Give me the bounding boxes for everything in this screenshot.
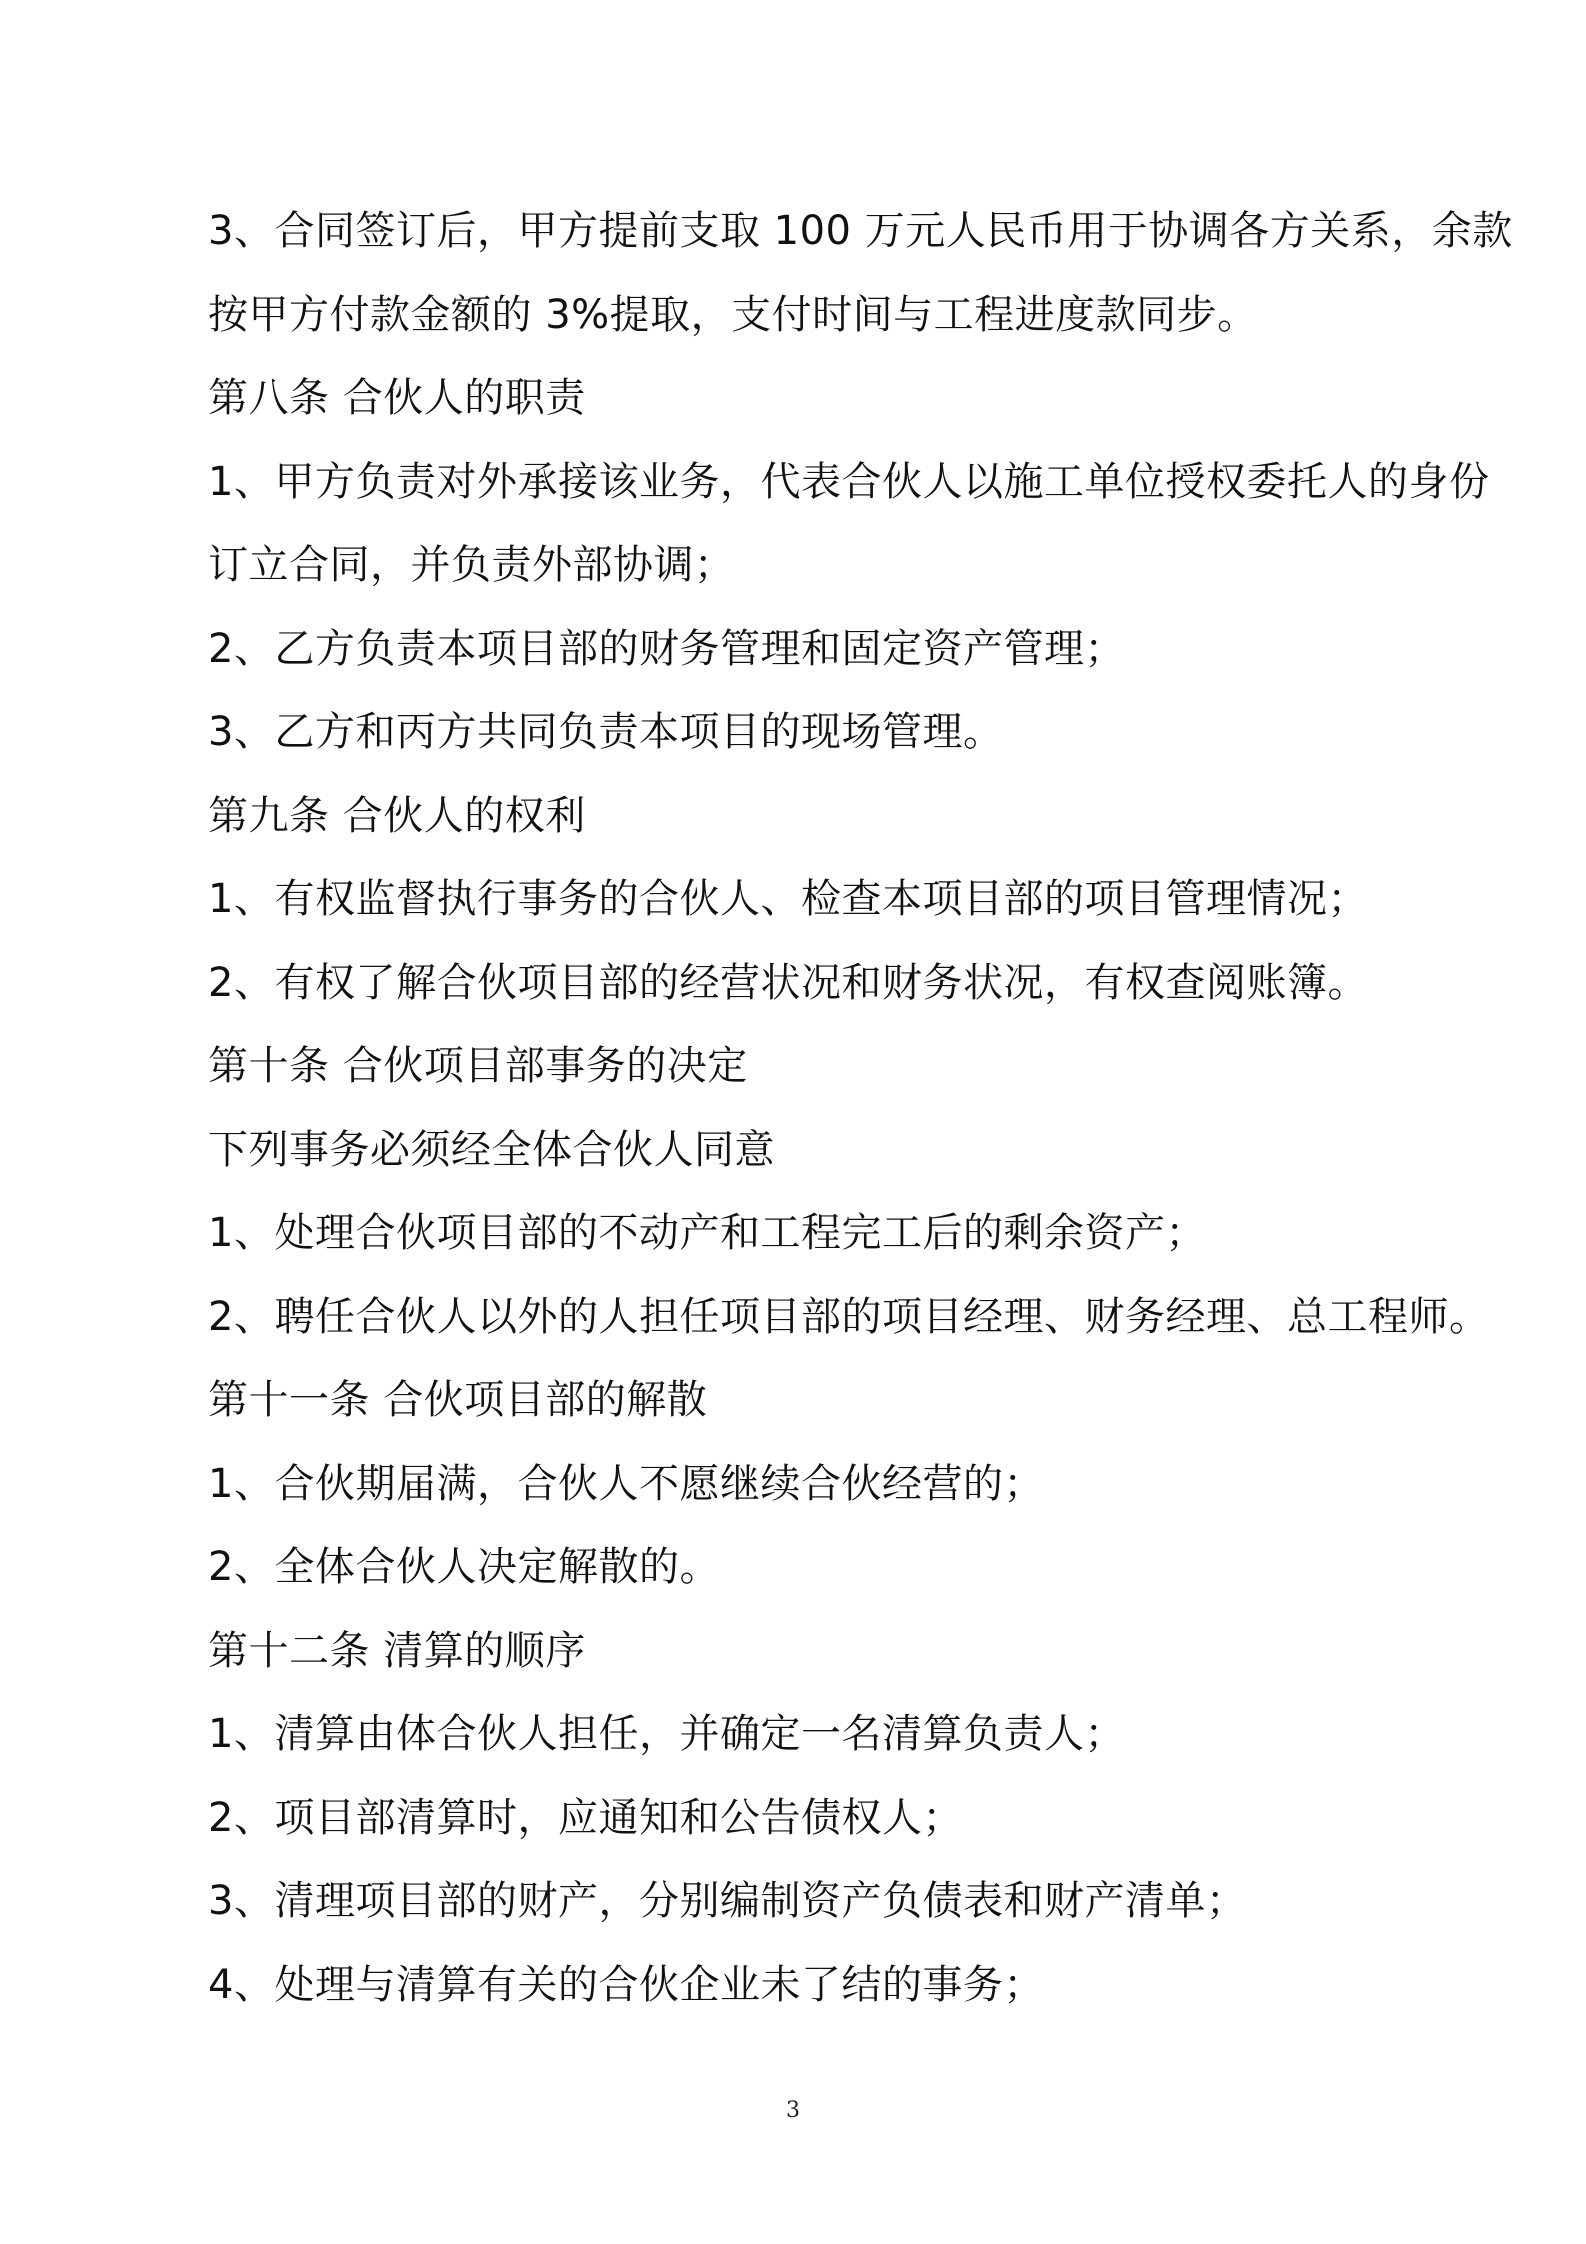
paragraph-line: 1、处理合伙项目部的不动产和工程完工后的剩余资产；: [208, 1210, 1206, 1256]
paragraph-line: 下列事务必须经全体合伙人同意: [208, 1126, 775, 1173]
paragraph-line: 3、清理项目部的财产，分别编制资产负债表和财产清单；: [208, 1878, 1247, 1924]
paragraph-line: 1、合伙期届满，合伙人不愿继续合伙经营的；: [208, 1460, 1044, 1507]
paragraph-line: 2、乙方负责本项目部的财务管理和固定资产管理；: [208, 625, 1125, 672]
section-heading: 第八条 合伙人的职责: [208, 375, 586, 421]
paragraph-line: 订立合同，并负责外部协调；: [208, 542, 735, 588]
paragraph-line: 2、项目部清算时，应通知和公告债权人；: [208, 1794, 963, 1841]
paragraph-line: 3、乙方和丙方共同负责本项目的现场管理。: [208, 709, 1004, 755]
paragraph-line: 2、聘任合伙人以外的人担任项目部的项目经理、财务经理、总工程师。: [208, 1293, 1490, 1340]
paragraph-line: 4、处理与清算有关的合伙企业未了结的事务；: [208, 1961, 1044, 2008]
section-heading: 第九条 合伙人的权利: [208, 792, 586, 839]
paragraph-line: 1、甲方负责对外承接该业务，代表合伙人以施工单位授权委托人的身份: [208, 458, 1490, 505]
paragraph-line: 3、合同签订后，甲方提前支取 100 万元人民币用于协调各方关系，余款: [208, 208, 1513, 254]
paragraph-line: 2、全体合伙人决定解散的。: [208, 1544, 720, 1590]
paragraph-line: 1、有权监督执行事务的合伙人、检查本项目部的项目管理情况；: [208, 876, 1368, 922]
section-heading: 第十一条 合伙项目部的解散: [208, 1377, 708, 1423]
paragraph-line: 按甲方付款金额的 3%提取，支付时间与工程进度款同步。: [208, 291, 1258, 338]
section-heading: 第十二条 清算的顺序: [208, 1627, 586, 1674]
page-number: 3: [786, 2098, 800, 2123]
paragraph-line: 2、有权了解合伙项目部的经营状况和财务状况，有权查阅账簿。: [208, 959, 1368, 1006]
section-heading: 第十条 合伙项目部事务的决定: [208, 1043, 748, 1089]
paragraph-line: 1、清算由体合伙人担任，并确定一名清算负责人；: [208, 1711, 1125, 1757]
document-body: [208, 190, 1513, 2027]
